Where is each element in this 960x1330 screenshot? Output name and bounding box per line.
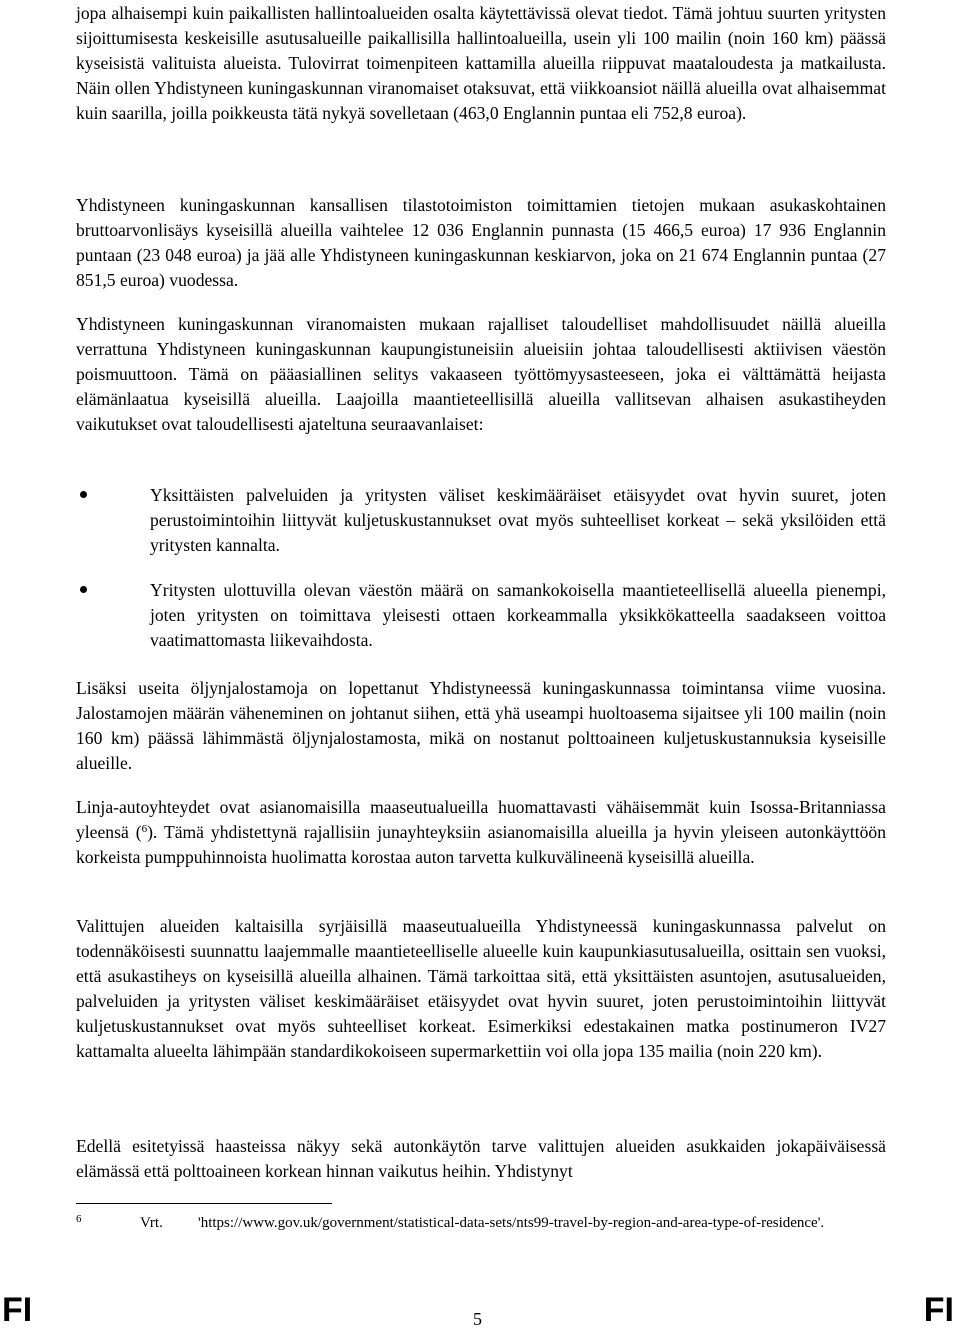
footnote-number: 6 <box>76 1213 82 1225</box>
footnote-reference[interactable]: 6 <box>141 823 148 835</box>
page-number: 5 <box>473 1309 482 1329</box>
list-item-text: Yritysten ulottuvilla olevan väestön määrä on samankokoisella maantieteellisellä alueella pienempi, joten yritysten on toimittava yleisesti ottaen korkeammalla yksikkökatteella saadakseen voittoa vaatimattomasta liikevaihdosta. <box>150 580 886 650</box>
paragraph-2: Yhdistyneen kuningaskunnan kansallisen tilastotoimiston toimittamien tietojen mukaan asukaskohtainen bruttoarvonlisäys kyseisillä alueilla vaihtelee 12 036 Englannin punnasta (15 466,5 euroa) 17 936 Englannin puntaan (23 048 euroa) ja jää alle Yhdistyneen kuningaskunnan keskiarvon, joka on 21 674 Englannin puntaa (27 851,5 euroa) vuodessa. <box>76 195 886 290</box>
footnote-label: Vrt. <box>140 1215 163 1231</box>
paragraph-5-before: Linja-autoyhteydet ovat asianomaisilla maaseutualueilla huomattavasti vähäisemmät kuin Isossa-Britanniassa yleensä ( <box>76 797 886 842</box>
paragraph-3: Yhdistyneen kuningaskunnan viranomaisten mukaan rajalliset taloudelliset mahdollisuudet näillä alueilla verrattuna Yhdistyneen kuningaskunnan kaupungistuneisiin alueisiin johtaa taloudellisesti aktiivisen väestön poismuuttoon. Tämä on pääasiallinen selitys vakaaseen työttömyysasteeseen, joka ei välttämättä heijasta elämänlaatua kyseisillä alueilla. Laajoilla maantieteellisillä alueilla vallitsevan alhaisen asukastiheyden vaikutukset ovat taloudellisesti ajateltuna seuraavanlaiset: <box>76 314 886 434</box>
footnote-url[interactable]: 'https://www.gov.uk/government/statistical-data-sets/nts99-travel-by-region-and-area-type-of-residence'. <box>198 1215 825 1231</box>
footnote-divider <box>76 1203 332 1204</box>
bullet-icon <box>80 491 87 498</box>
paragraph-6: Valittujen alueiden kaltaisilla syrjäisillä maaseutualueilla Yhdistyneessä kuningaskunnassa palvelut on todennäköisesti suunnattu laajemmalle maantieteelliselle alueelle kuin kaupunkiasutusalueilla, osittain sen vuoksi, että asukastiheys on kyseisillä alueilla alhainen. Tämä tarkoittaa sitä, että yksittäisten asuntojen, asutusalueiden, palveluiden ja yritysten väliset keskimääräiset etäisyydet ovat hyvin suuret, joten perustoimintoihin liittyvät kuljetuskustannukset ovat myös suhteelliset korkeat. Esimerkiksi edestakainen matka postinumeron IV27 kattamalta alueelta lähimpään standardikokoiseen supermarkettiin voi olla jopa 135 mailia (noin 220 km). <box>76 916 886 1061</box>
footer-language-left: FI <box>2 1291 33 1329</box>
footer-language-right: FI <box>923 1291 954 1329</box>
footnote <box>76 1212 886 1234</box>
list-item <box>76 483 886 558</box>
paragraph-7: Edellä esitetyissä haasteissa näkyy sekä autonkäytön tarve valittujen alueiden asukkaiden jokapäiväisessä elämässä että polttoaineen korkean hinnan vaikutus heihin. Yhdistynyt <box>76 1136 886 1181</box>
bullet-icon <box>80 586 87 593</box>
list-item-text: Yksittäisten palveluiden ja yritysten väliset keskimääräiset etäisyydet ovat hyvin suuret, joten perustoimintoihin liittyvät kuljetuskustannukset ovat myös suhteelliset korkeat – sekä yksilöiden että yritysten kannalta. <box>150 485 886 555</box>
list-item <box>76 578 886 653</box>
footnote-text <box>140 1212 886 1234</box>
paragraph-5 <box>76 795 886 870</box>
paragraph-1: jopa alhaisempi kuin paikallisten hallintoalueiden osalta käytettävissä olevat tiedot. Tämä johtuu suurten yritysten sijoittumisesta keskeisille asutusalueille paikallisilla hallintoalueilla, usein yli 100 mailin (noin 160 km) päässä kyseisistä valituista alueista. Tulovirrat toimenpiteen kattamilla alueilla riippuvat maataloudesta ja matkailusta. Näin ollen Yhdistyneen kuningaskunnan viranomaiset otaksuvat, että viikkoansiot näillä alueilla ovat alhaisemmat kuin saarilla, joilla poikkeusta tätä nykyä sovelletaan (463,0 Englannin puntaa eli 752,8 euroa). <box>76 3 886 123</box>
paragraph-5-after: ). Tämä yhdistettynä rajallisiin junayhteyksiin asianomaisilla alueilla ja hyvin yleiseen autonkäyttöön korkeista pumppuhinnoista huolimatta korostaa auton tarvetta kulkuvälineenä kyseisillä alueilla. <box>76 822 886 867</box>
paragraph-4: Lisäksi useita öljynjalostamoja on lopettanut Yhdistyneessä kuningaskunnassa toimintansa viime vuosina. Jalostamojen määrän väheneminen on johtanut siihen, että yhä useampi huoltoasema sijaitsee yli 100 mailin (noin 160 km) päässä lähimmästä öljynjalostamosta, mikä on nostanut polttoaineen kuljetuskustannuksia kyseisille alueille. <box>76 678 886 773</box>
